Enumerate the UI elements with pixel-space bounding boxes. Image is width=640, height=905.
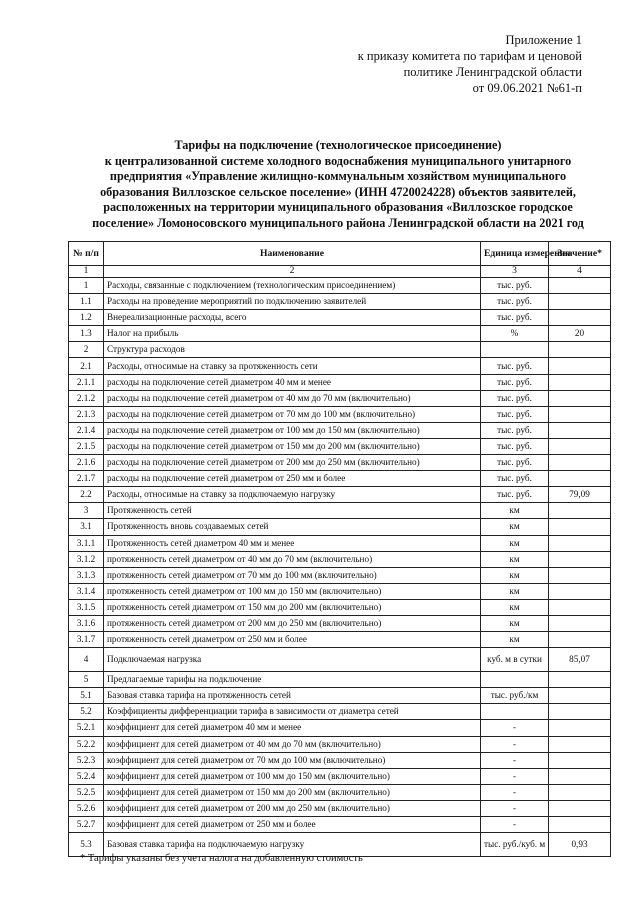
row-unit: [481, 704, 549, 720]
row-name: Налог на прибыль: [104, 326, 481, 342]
row-name: Протяженность вновь создаваемых сетей: [104, 519, 481, 535]
row-unit: -: [481, 784, 549, 800]
row-name: коэффициент для сетей диаметром от 200 мм до 250 мм (включительно): [104, 800, 481, 816]
row-name: Базовая ставка тарифа на протяженность сетей: [104, 688, 481, 704]
row-num: 2.1.2: [69, 390, 104, 406]
header-unit: Единица измерения: [481, 242, 549, 266]
row-unit: км: [481, 503, 549, 519]
table-row: [69, 704, 611, 720]
row-unit: тыс. руб.: [481, 278, 549, 294]
row-value: [549, 471, 611, 487]
row-value: [549, 688, 611, 704]
row-name: Коэффициенты дифференциации тарифа в зависимости от диаметра сетей: [104, 704, 481, 720]
row-value: [549, 704, 611, 720]
table-header-row: [69, 242, 611, 266]
table-row: [69, 720, 611, 736]
title-line-2: к централизованной системе холодного водоснабжения муниципального унитарного: [104, 153, 572, 168]
row-unit: -: [481, 800, 549, 816]
row-unit: км: [481, 519, 549, 535]
table-row: [69, 294, 611, 310]
row-value: [549, 278, 611, 294]
row-num: 2.1: [69, 358, 104, 374]
row-num: 1.2: [69, 310, 104, 326]
row-num: 3.1.2: [69, 551, 104, 567]
row-unit: тыс. руб.: [481, 438, 549, 454]
row-unit: -: [481, 768, 549, 784]
row-value: [549, 817, 611, 833]
table-row: [69, 768, 611, 784]
row-name: протяженность сетей диаметром от 100 мм до 150 мм (включительно): [104, 583, 481, 599]
footnote: * Тарифы указаны без учета налога на добавленную стоимость: [80, 853, 363, 864]
appendix-line-3: политике Ленинградской области: [403, 65, 582, 79]
row-unit: тыс. руб.: [481, 358, 549, 374]
row-num: 5.2: [69, 704, 104, 720]
index-cell: 2: [104, 266, 481, 278]
row-name: коэффициент для сетей диаметром 40 мм и менее: [104, 720, 481, 736]
row-num: 5.2.5: [69, 784, 104, 800]
row-num: 5.2.3: [69, 752, 104, 768]
table-row: [69, 817, 611, 833]
table-row: [69, 800, 611, 816]
row-name: Протяженность сетей диаметром 40 мм и менее: [104, 535, 481, 551]
row-value: [549, 583, 611, 599]
row-num: 3.1: [69, 519, 104, 535]
row-num: 2: [69, 342, 104, 358]
row-value: [549, 455, 611, 471]
row-unit: тыс. руб./км: [481, 688, 549, 704]
row-unit: тыс. руб.: [481, 374, 549, 390]
row-name: Расходы, связанные с подключением (технологическим присоединением): [104, 278, 481, 294]
table-row: [69, 326, 611, 342]
row-num: 1: [69, 278, 104, 294]
row-unit: км: [481, 583, 549, 599]
row-name: расходы на подключение сетей диаметром от 200 мм до 250 мм (включительно): [104, 455, 481, 471]
header-num: № п/п: [69, 242, 104, 266]
row-unit: км: [481, 615, 549, 631]
table-row: [69, 583, 611, 599]
row-unit: км: [481, 567, 549, 583]
row-num: 2.1.3: [69, 406, 104, 422]
row-value: 20: [549, 326, 611, 342]
table-row: [69, 358, 611, 374]
row-name: Базовая ставка тарифа на подключаемую нагрузку: [104, 833, 481, 857]
row-value: [549, 294, 611, 310]
row-num: 5.2.2: [69, 736, 104, 752]
row-value: [549, 672, 611, 688]
table-row: [69, 374, 611, 390]
table-row: [69, 278, 611, 294]
index-cell: 1: [69, 266, 104, 278]
row-unit: тыс. руб.: [481, 294, 549, 310]
row-name: расходы на подключение сетей диаметром от 250 мм и более: [104, 471, 481, 487]
row-num: 3.1.1: [69, 535, 104, 551]
title-line-3: предприятия «Управление жилищно-коммунальным хозяйством муниципального: [109, 169, 567, 183]
row-name: протяженность сетей диаметром от 40 мм до 70 мм (включительно): [104, 551, 481, 567]
row-unit: -: [481, 817, 549, 833]
row-name: расходы на подключение сетей диаметром от 70 мм до 100 мм (включительно): [104, 406, 481, 422]
row-value: [549, 390, 611, 406]
row-num: 1.3: [69, 326, 104, 342]
row-num: 3.1.5: [69, 599, 104, 615]
row-value: [549, 406, 611, 422]
row-value: [549, 567, 611, 583]
row-value: 79,09: [549, 487, 611, 503]
appendix-line-2: к приказу комитета по тарифам и ценовой: [357, 49, 582, 63]
table-row: [69, 615, 611, 631]
table-row: [69, 535, 611, 551]
row-name: Подключаемая нагрузка: [104, 648, 481, 672]
row-name: Структура расходов: [104, 342, 481, 358]
row-unit: %: [481, 326, 549, 342]
row-name: коэффициент для сетей диаметром от 150 мм до 200 мм (включительно): [104, 784, 481, 800]
row-unit: тыс. руб.: [481, 487, 549, 503]
row-value: [549, 632, 611, 648]
row-unit: тыс. руб.: [481, 390, 549, 406]
table-row: [69, 310, 611, 326]
row-name: коэффициент для сетей диаметром от 70 мм до 100 мм (включительно): [104, 752, 481, 768]
title-line-5: расположенных на территории муниципального образования «Виллозское городское: [103, 200, 573, 214]
row-unit: -: [481, 736, 549, 752]
row-value: [549, 519, 611, 535]
row-num: 5.2.6: [69, 800, 104, 816]
row-value: 85,07: [549, 648, 611, 672]
row-name: Внереализационные расходы, всего: [104, 310, 481, 326]
table-row: [69, 422, 611, 438]
row-unit: тыс. руб.: [481, 422, 549, 438]
table-row: [69, 503, 611, 519]
row-unit: тыс. руб.: [481, 310, 549, 326]
table-row: [69, 632, 611, 648]
row-num: 3.1.7: [69, 632, 104, 648]
row-num: 3.1.6: [69, 615, 104, 631]
table-row: [69, 736, 611, 752]
row-unit: км: [481, 632, 549, 648]
row-name: протяженность сетей диаметром от 150 мм до 200 мм (включительно): [104, 599, 481, 615]
title-line-1: Тарифы на подключение (технологическое присоединение): [174, 138, 502, 152]
row-name: Предлагаемые тарифы на подключение: [104, 672, 481, 688]
row-unit: км: [481, 551, 549, 567]
row-num: 2.2: [69, 487, 104, 503]
row-value: [549, 422, 611, 438]
row-value: [549, 599, 611, 615]
table-row: [69, 342, 611, 358]
row-unit: км: [481, 599, 549, 615]
row-value: [549, 438, 611, 454]
row-value: [549, 736, 611, 752]
table-row: [69, 599, 611, 615]
table-row: [69, 672, 611, 688]
row-num: 3.1.3: [69, 567, 104, 583]
row-unit: куб. м в сутки: [481, 648, 549, 672]
table-row: [69, 551, 611, 567]
appendix-line-1: Приложение 1: [505, 33, 582, 47]
row-name: расходы на подключение сетей диаметром от 40 мм до 70 мм (включительно): [104, 390, 481, 406]
row-name: коэффициент для сетей диаметром от 40 мм до 70 мм (включительно): [104, 736, 481, 752]
title-line-4: образования Виллозское сельское поселение» (ИНН 4720024228) объектов заявителей,: [100, 184, 576, 199]
row-num: 5.1: [69, 688, 104, 704]
row-num: 5.2.4: [69, 768, 104, 784]
row-unit: тыс. руб.: [481, 471, 549, 487]
row-value: [549, 503, 611, 519]
row-num: 2.1.5: [69, 438, 104, 454]
row-name: Расходы, относимые на ставку за протяженность сети: [104, 358, 481, 374]
row-value: [549, 800, 611, 816]
table-row: [69, 688, 611, 704]
row-num: 5.2.7: [69, 817, 104, 833]
row-value: [549, 784, 611, 800]
row-name: расходы на подключение сетей диаметром от 100 мм до 150 мм (включительно): [104, 422, 481, 438]
index-cell: 3: [481, 266, 549, 278]
index-cell: 4: [549, 266, 611, 278]
row-num: 3.1.4: [69, 583, 104, 599]
row-num: 5.2.1: [69, 720, 104, 736]
row-name: протяженность сетей диаметром от 70 мм до 100 мм (включительно): [104, 567, 481, 583]
table-row: [69, 390, 611, 406]
row-value: [549, 310, 611, 326]
table-index-row: [69, 266, 611, 278]
row-value: [549, 768, 611, 784]
row-value: [549, 374, 611, 390]
row-name: Протяженность сетей: [104, 503, 481, 519]
table-row: [69, 406, 611, 422]
table-row: [69, 784, 611, 800]
tariffs-table: [68, 241, 611, 857]
header-name: Наименование: [104, 242, 481, 266]
row-num: 2.1.1: [69, 374, 104, 390]
appendix-line-4: от 09.06.2021 №61-п: [472, 81, 582, 95]
table-row: [69, 455, 611, 471]
row-num: 2.1.6: [69, 455, 104, 471]
row-value: [549, 342, 611, 358]
document-title: [68, 138, 608, 231]
row-num: 2.1.7: [69, 471, 104, 487]
table-row: [69, 567, 611, 583]
title-line-6: поселение» Ломоносовского муниципального района Ленинградской области на 2021 год: [92, 215, 584, 230]
row-unit: [481, 342, 549, 358]
table-row: [69, 471, 611, 487]
row-name: протяженность сетей диаметром от 200 мм до 250 мм (включительно): [104, 615, 481, 631]
row-num: 5.3: [69, 833, 104, 857]
row-name: расходы на подключение сетей диаметром 40 мм и менее: [104, 374, 481, 390]
row-unit: -: [481, 720, 549, 736]
row-name: коэффициент для сетей диаметром от 250 мм и более: [104, 817, 481, 833]
table-row: [69, 519, 611, 535]
row-name: Расходы на проведение мероприятий по подключению заявителей: [104, 294, 481, 310]
row-unit: тыс. руб.: [481, 406, 549, 422]
table-row: [69, 648, 611, 672]
row-num: 4: [69, 648, 104, 672]
row-unit: тыс. руб.: [481, 455, 549, 471]
row-value: 0,93: [549, 833, 611, 857]
row-name: Расходы, относимые на ставку за подключаемую нагрузку: [104, 487, 481, 503]
row-value: [549, 535, 611, 551]
row-name: протяженность сетей диаметром от 250 мм и более: [104, 632, 481, 648]
row-value: [549, 551, 611, 567]
tariffs-table-body: [69, 242, 611, 857]
row-num: 3: [69, 503, 104, 519]
row-value: [549, 615, 611, 631]
row-num: 5: [69, 672, 104, 688]
row-unit: -: [481, 752, 549, 768]
table-row: [69, 438, 611, 454]
table-row: [69, 752, 611, 768]
row-unit: тыс. руб./куб. м: [481, 833, 549, 857]
row-num: 2.1.4: [69, 422, 104, 438]
row-value: [549, 752, 611, 768]
table-row: [69, 487, 611, 503]
appendix-block: [342, 32, 582, 96]
row-name: коэффициент для сетей диаметром от 100 мм до 150 мм (включительно): [104, 768, 481, 784]
row-name: расходы на подключение сетей диаметром от 150 мм до 200 мм (включительно): [104, 438, 481, 454]
row-value: [549, 720, 611, 736]
row-value: [549, 358, 611, 374]
row-unit: [481, 672, 549, 688]
row-num: 1.1: [69, 294, 104, 310]
header-value: Значение*: [549, 242, 611, 266]
row-unit: км: [481, 535, 549, 551]
